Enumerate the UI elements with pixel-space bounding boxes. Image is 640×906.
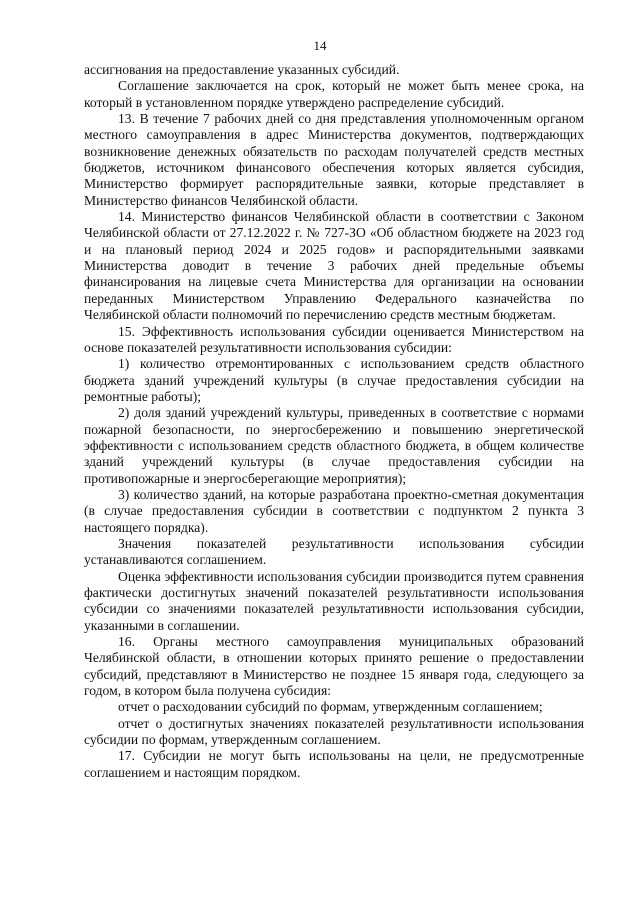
paragraph-15-item-1: 1) количество отремонтированных с использованием средств областного бюджета зданий учреждений культуры (в случае предоставления субсидии на ремонтные работы); xyxy=(84,356,584,404)
paragraph-16: 16. Органы местного самоуправления муниципальных образований Челябинской области, в отношении которых принято решение о предоставлении субсидий, представляют в Министерство не позднее 15 января года, следующего за годом, в котором была получена субсидия: xyxy=(84,634,584,699)
paragraph-15: 15. Эффективность использования субсидии оценивается Министерством на основе показателей результативности использования субсидии: xyxy=(84,323,584,355)
paragraph-15-item-3: 3) количество зданий, на которые разработана проектно-сметная документация (в случае предоставления субсидии в соответствии с подпунктом 2 пункта 3 настоящего порядка). xyxy=(84,486,584,535)
paragraph-14: 14. Министерство финансов Челябинской области в соответствии с Законом Челябинской области от 27.12.2022 г. № 727-ЗО «Об областном бюджете на 2023 год и на плановый период 2024 и 2025 годов» и распорядительными заявками Министерства доводит в течение 3 рабочих дней предельные объемы финансирования на лицевые счета Министерства для организации на основании переданных Министерством Управлению Федерального казначейства по Челябинской области полномочий по перечислению средств местным бюджетам. xyxy=(84,209,584,323)
paragraph-efficiency-evaluation: Оценка эффективности использования субсидии производится путем сравнения фактически достигнутых значений показателей результативности использования субсидии со значениями показателей результативности использования субсидии, указанными в соглашении. xyxy=(84,568,584,633)
paragraph-15-item-2: 2) доля зданий учреждений культуры, приведенных в соответствие с нормами пожарной безопасности, по энергосбережению и повышению энергетической эффективности с использованием средств областного бюджета, в общем количестве зданий учреждений культуры (в случае предоставления субсидии на противопожарные и энергосберегающие мероприятия); xyxy=(84,405,584,486)
paragraph-16-item-expenses-report: отчет о расходовании субсидий по формам, утвержденным соглашением; xyxy=(118,699,543,715)
paragraph-continuation: ассигнования на предоставление указанных субсидий. xyxy=(84,62,400,77)
paragraph-16-item-results-report: отчет о достигнутых значениях показателей результативности использования субсидии по формам, утвержденным соглашением. xyxy=(84,715,584,748)
paragraph-agreement-term: Соглашение заключается на срок, который не может быть менее срока, на который в установленном порядке утверждено распределение субсидий. xyxy=(84,78,584,110)
paragraph-13: 13. В течение 7 рабочих дней со дня представления уполномоченным органом местного самоуправления в адрес Министерства документов, подтверждающих возникновение денежных обязательств по расходам получателей средств местных бюджетов, источником финансового обеспечения которых является субсидия, Министерство формирует распорядительные заявки, которые представляет в Министерство финансов Челябинской области. xyxy=(84,111,584,208)
document-body xyxy=(84,62,584,781)
page-number: 14 xyxy=(313,38,327,53)
paragraph-17: 17. Субсидии не могут быть использованы на цели, не предусмотренные соглашением и настоящим порядком. xyxy=(84,748,584,780)
paragraph-indicator-values: Значения показателей результативности использования субсидии устанавливаются соглашением. xyxy=(84,535,584,568)
